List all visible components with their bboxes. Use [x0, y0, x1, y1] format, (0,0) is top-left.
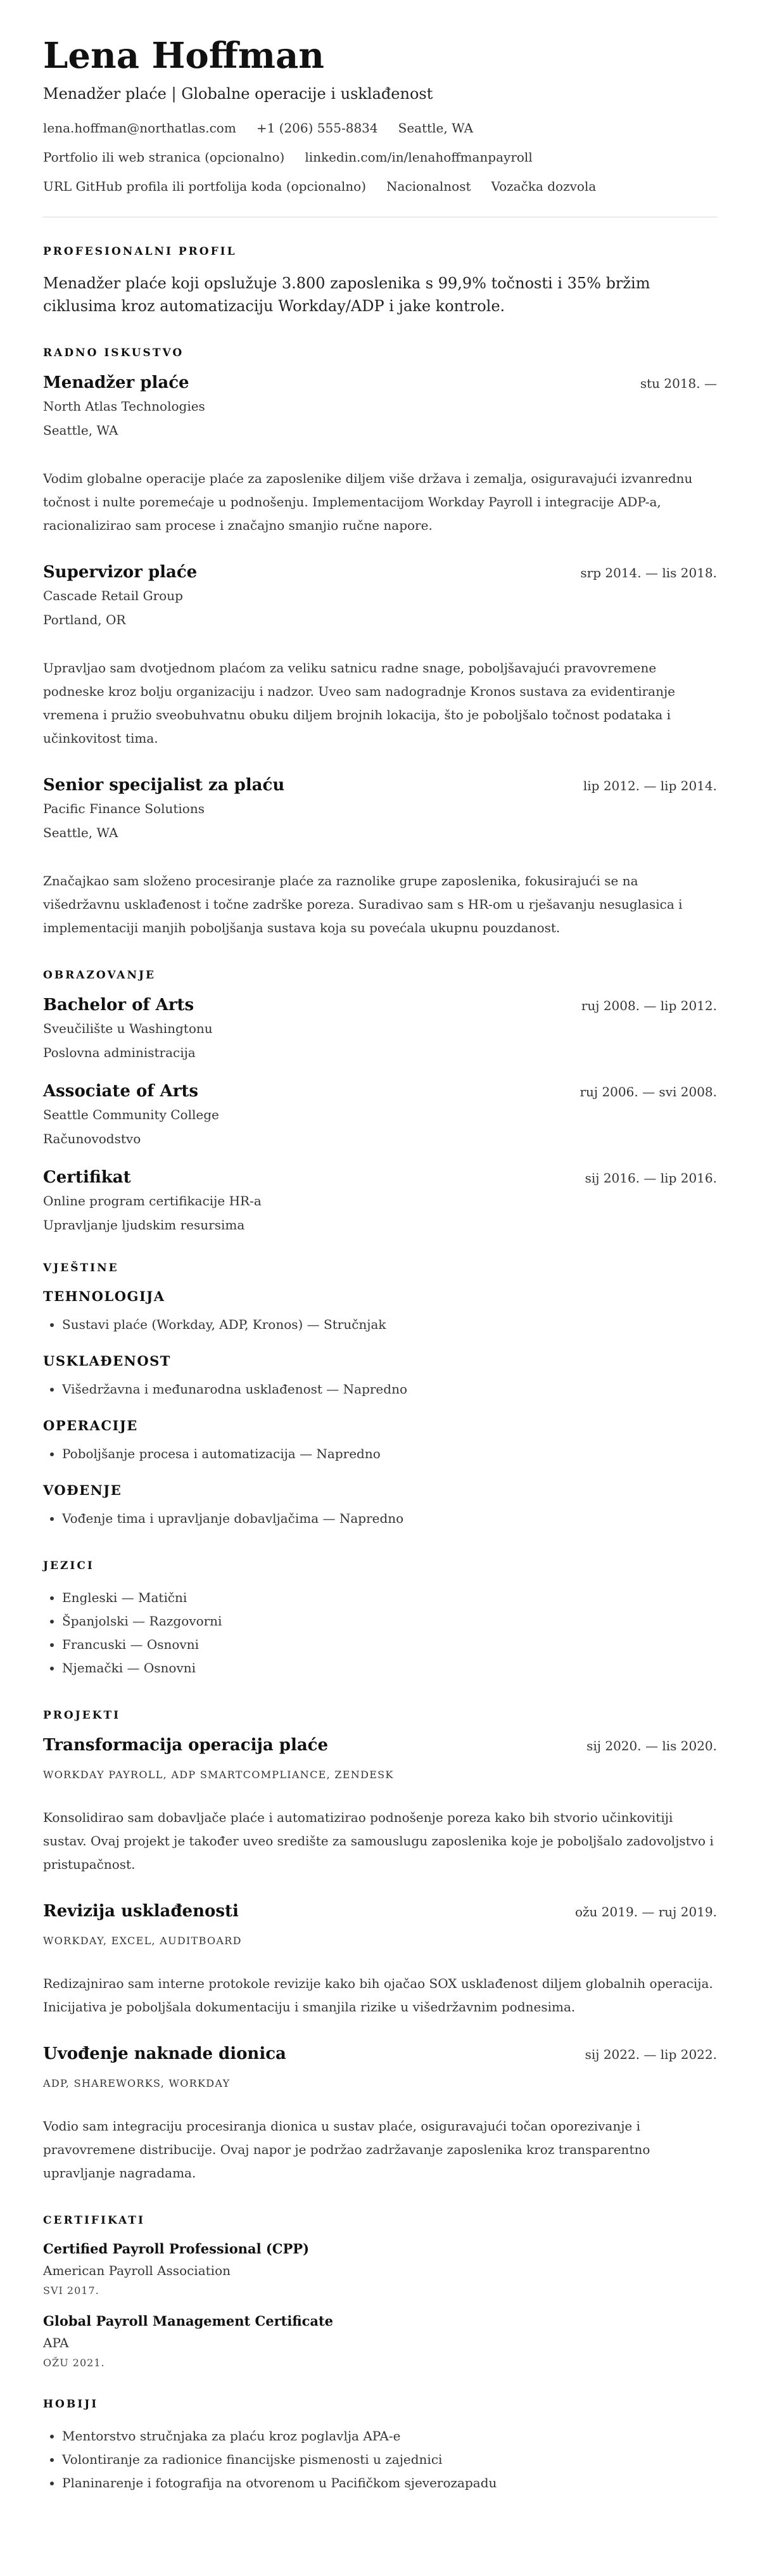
project-date: sij 2022. — lip 2022.	[585, 2047, 717, 2063]
skills-section	[43, 1262, 717, 1530]
education-entry	[43, 1082, 717, 1146]
degree-title: Associate of Arts	[43, 1082, 199, 1101]
job-location: Portland, OR	[43, 612, 126, 628]
job-title: Senior specijalist za plaću	[43, 776, 285, 795]
project-tech: WORKDAY PAYROLL, ADP SMARTCOMPLIANCE, ZENDESK	[43, 1769, 394, 1781]
job-company: Cascade Retail Group	[43, 588, 183, 604]
job-title: Menadžer plaće	[43, 373, 189, 393]
skill-group	[43, 1482, 717, 1530]
projects-section	[43, 1709, 717, 2185]
experience-section	[43, 347, 717, 940]
certificates-section	[43, 2214, 717, 2369]
job-company: North Atlas Technologies	[43, 399, 205, 414]
skill-item: • Sustavi plaće (Workday, ADP, Kronos) — Stručnjak	[62, 1313, 717, 1336]
language-item: • Engleski — Matični	[62, 1586, 717, 1610]
section-title-education: OBRAZOVANJE	[43, 969, 156, 982]
skill-item: • Vođenje tima i upravljanje dobavljačima — Napredno	[62, 1507, 717, 1530]
language-item: • Francuski — Osnovni	[62, 1633, 717, 1656]
contact-phone[interactable]: +1 (206) 555-8834	[256, 120, 378, 136]
section-title-profile: PROFESIONALNI PROFIL	[43, 245, 237, 259]
profile-section	[43, 245, 717, 317]
degree-school: Online program certifikacije HR-a	[43, 1193, 262, 1209]
job-date: lip 2012. — lip 2014.	[583, 778, 717, 794]
experience-entry	[43, 563, 717, 750]
job-date: stu 2018. —	[640, 376, 717, 392]
section-title-hobbies: HOBIJI	[43, 2398, 99, 2411]
project-title: Uvođenje naknade dionica	[43, 2044, 286, 2064]
contact-location: Seattle, WA	[398, 120, 474, 136]
project-description: Konsolidirao sam dobavljače plaće i automatizirao podnošenje poreza kako bih stvorio učinkovitiji sustav. Ovaj projekt je također uveo središte za samouslugu zaposlenika koje je poboljšalo zadovoljstvo i pristupačnost.	[43, 1810, 714, 1873]
degree-school: Sveučilište u Washingtonu	[43, 1021, 213, 1037]
project-tech: WORKDAY, EXCEL, AUDITBOARD	[43, 1935, 242, 1947]
candidate-name: Lena Hoffman	[43, 35, 324, 77]
education-entry	[43, 1168, 717, 1233]
certificate-date: SVI 2017.	[43, 2284, 99, 2297]
section-title-skills: VJEŠTINE	[43, 1262, 119, 1275]
project-entry	[43, 1902, 717, 2019]
contact-row-3	[43, 179, 717, 194]
skill-category: VOĐENJE	[43, 1482, 122, 1499]
languages-section	[43, 1560, 717, 1680]
skill-category: USKLAĐENOST	[43, 1353, 171, 1369]
hobbies-section	[43, 2398, 717, 2495]
skill-category: TEHNOLOGIJA	[43, 1288, 165, 1305]
section-title-languages: JEZICI	[43, 1560, 94, 1573]
project-title: Revizija usklađenosti	[43, 1902, 239, 1921]
contact-nationality: Nacionalnost	[386, 179, 471, 195]
hobby-item: • Mentorstvo stručnjaka za plaću kroz poglavlja APA-e	[62, 2425, 717, 2448]
certificate-entry	[43, 2313, 717, 2369]
degree-date: ruj 2006. — svi 2008.	[580, 1084, 717, 1100]
experience-entry	[43, 373, 717, 537]
project-date: sij 2020. — lis 2020.	[586, 1738, 717, 1754]
degree-date: sij 2016. — lip 2016.	[585, 1170, 717, 1186]
certificate-name: Certified Payroll Professional (CPP)	[43, 2241, 310, 2257]
job-description: Značajkao sam složeno procesiranje plaće za raznolike grupe zaposlenika, fokusirajući se na višedržavnu usklađenost i točne zadrške poreza. Suradivao sam s HR-om u rješavanju nesuglasica i implementaciji manjih poboljšanja sustava koja su povećala ukupnu pouzdanost.	[43, 873, 683, 936]
language-item: • Španjolski — Razgovorni	[62, 1610, 717, 1633]
hobby-item: • Volontiranje za radionice financijske pismenosti u zajednici	[62, 2448, 717, 2471]
language-item: • Njemački — Osnovni	[62, 1656, 717, 1680]
certificate-name: Global Payroll Management Certificate	[43, 2313, 334, 2329]
job-location: Seattle, WA	[43, 423, 118, 439]
degree-field: Računovodstvo	[43, 1131, 141, 1147]
resume-header	[43, 35, 717, 194]
certificate-org: APA	[43, 2335, 69, 2351]
job-location: Seattle, WA	[43, 825, 118, 841]
degree-title: Certifikat	[43, 1168, 131, 1188]
skill-group	[43, 1418, 717, 1466]
job-date: srp 2014. — lis 2018.	[580, 565, 717, 581]
skill-item: • Poboljšanje procesa i automatizacija — Napredno	[62, 1442, 717, 1466]
hobbies-list	[43, 2425, 717, 2495]
contact-email[interactable]: lena.hoffman@northatlas.com	[43, 120, 236, 136]
contact-portfolio[interactable]: Portfolio ili web stranica (opcionalno)	[43, 150, 285, 165]
degree-field: Upravljanje ljudskim resursima	[43, 1217, 245, 1233]
languages-list	[43, 1586, 717, 1680]
degree-date: ruj 2008. — lip 2012.	[581, 998, 717, 1014]
project-description: Redizajnirao sam interne protokole revizije kako bih ojačao SOX usklađenost diljem globalnih operacija. Inicijativa je poboljšala dokumentaciju i smanjila rizike u višedržavnim podnesima.	[43, 1976, 713, 2015]
project-tech: ADP, SHAREWORKS, WORKDAY	[43, 2077, 231, 2090]
profile-summary: Menadžer plaće koji opslužuje 3.800 zaposlenika s 99,9% točnosti i 35% bržim ciklusima kroz automatizaciju Workday/ADP i jake kontrole.	[43, 274, 650, 316]
skill-category: OPERACIJE	[43, 1418, 138, 1434]
section-title-certificates: CERTIFIKATI	[43, 2214, 145, 2227]
skill-group	[43, 1353, 717, 1401]
job-description: Upravljao sam dvotjednom plaćom za veliku satnicu radne snage, poboljšavajući pravovremene podneske kroz bolju organizaciju i nadzor. Uveo sam nadogradnje Kronos sustava za evidentiranje vremena i pružio sveobuhvatnu obuku diljem brojnih lokacija, što je poboljšalo točnost podataka i učinkovitost tima.	[43, 660, 676, 747]
job-description: Vodim globalne operacije plaće za zaposlenike diljem više država i zemalja, osiguravajući izvanrednu točnost i nulte poremećaje u podnošenju. Implementacijom Workday Payroll i integracije ADP-a, racionalizirao sam procese i značajno smanjio ručne napore.	[43, 471, 693, 534]
experience-entry	[43, 776, 717, 940]
contact-row-2	[43, 150, 717, 165]
skill-item: • Višedržavna i međunarodna usklađenost — Napredno	[62, 1378, 717, 1401]
job-company: Pacific Finance Solutions	[43, 801, 205, 817]
contact-linkedin[interactable]: linkedin.com/in/lenahoffmanpayroll	[305, 150, 533, 165]
degree-title: Bachelor of Arts	[43, 996, 194, 1015]
contact-github[interactable]: URL GitHub profila ili portfolija koda (opcionalno)	[43, 179, 367, 195]
section-title-experience: RADNO ISKUSTVO	[43, 347, 184, 360]
project-entry	[43, 2044, 717, 2185]
skill-group	[43, 1288, 717, 1336]
project-description: Vodio sam integraciju procesiranja dionica u sustav plaće, osiguravajući točan oporezivanje i pravovremene distribucije. Ovaj napor je podržao zadržavanje zaposlenika kroz transparentno upravljanje nagradama.	[43, 2118, 650, 2181]
certificate-date: OŽU 2021.	[43, 2357, 105, 2369]
education-entry	[43, 996, 717, 1060]
project-title: Transformacija operacija plaće	[43, 1736, 329, 1755]
hobby-item: • Planinarenje i fotografija na otvorenom u Pacifičkom sjeverozapadu	[62, 2471, 717, 2495]
candidate-headline: Menadžer plaće | Globalne operacije i usklađenost	[43, 85, 433, 103]
section-title-projects: PROJEKTI	[43, 1709, 121, 1722]
education-section	[43, 969, 717, 1233]
project-entry	[43, 1736, 717, 1876]
job-title: Supervizor plaće	[43, 563, 198, 582]
contact-license: Vozačka dozvola	[491, 179, 597, 195]
degree-school: Seattle Community College	[43, 1107, 219, 1123]
certificate-entry	[43, 2241, 717, 2297]
degree-field: Poslovna administracija	[43, 1045, 196, 1061]
project-date: ožu 2019. — ruj 2019.	[574, 1904, 717, 1920]
contact-row-1	[43, 120, 717, 136]
certificate-org: American Payroll Association	[43, 2263, 231, 2279]
